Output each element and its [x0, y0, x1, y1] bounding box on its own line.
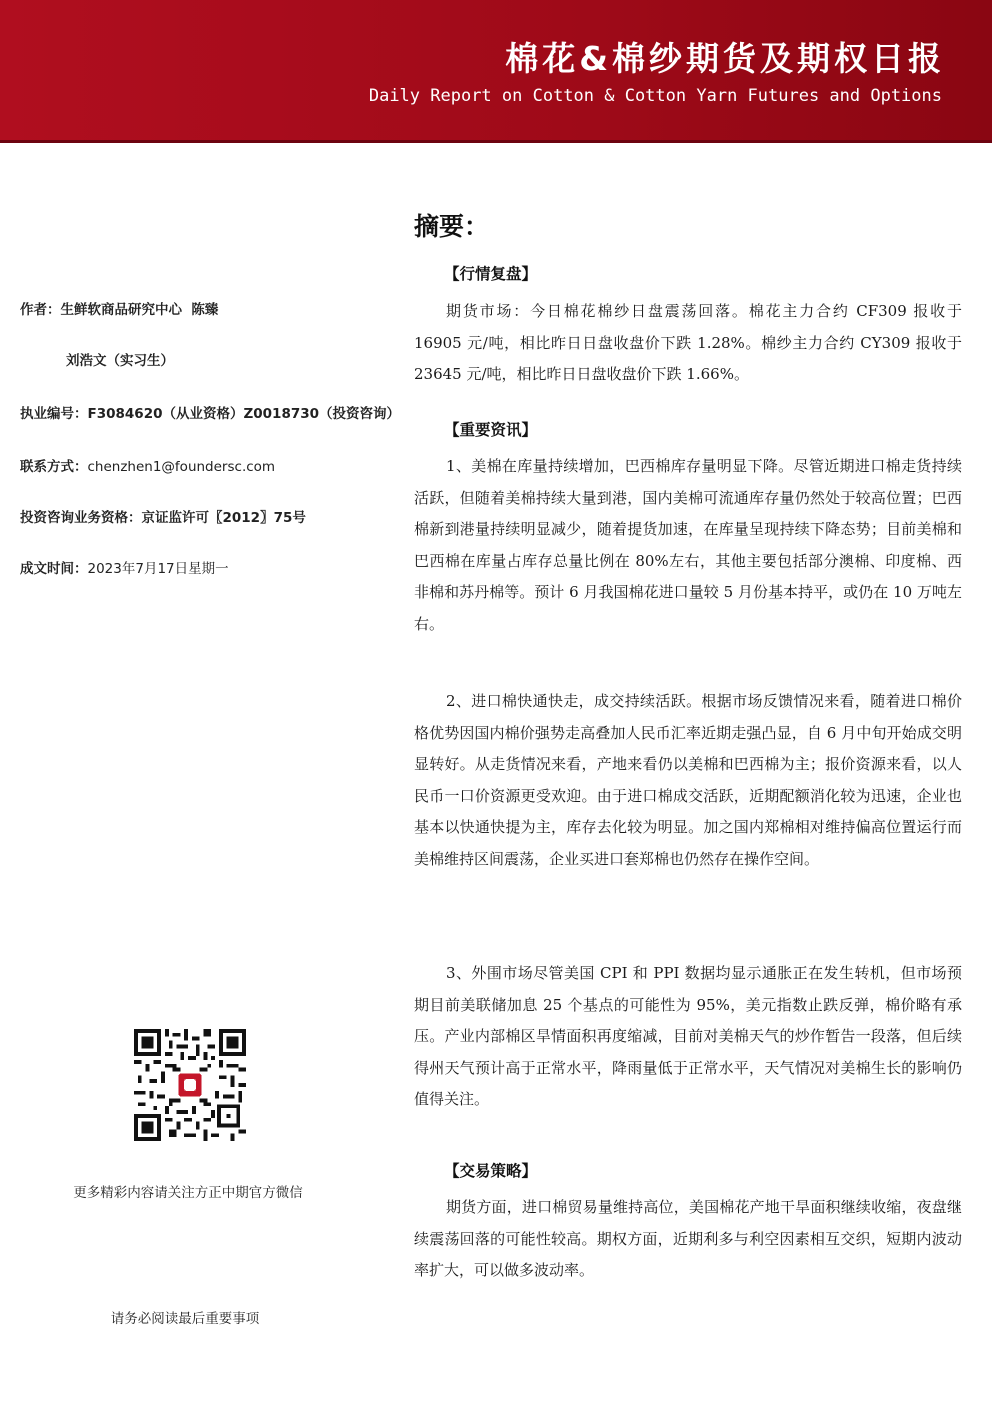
- summary-title: 摘要：: [414, 212, 490, 241]
- contact-label: 联系方式：: [20, 459, 88, 475]
- author2-line: 刘浩文（实习生）: [66, 353, 174, 369]
- wechat-qr-code[interactable]: [134, 1029, 246, 1141]
- qualification-value: 京证监许可〖2012〗75号: [141, 510, 306, 526]
- market-review-heading: 【行情复盘】: [444, 265, 538, 283]
- news-paragraph-2: 2、进口棉快通快走，成交持续活跃。根据市场反馈情况来看，随着进口棉价格优势因国内棉价强势走高叠加人民币汇率近期走强凸显，自 6 月中旬开始成交明显转好。从走货情况来看，产地来看仍以美棉和巴西棉为主；报价资源来看，以人民币一口价资源更受欢迎。由于进口棉成交活跃，近期配额消化较为迅速，企业也基本以快通快提为主，库存去化较为明显。加之国内郑棉相对维持偏高位置运行而美棉维持区间震荡，企业买进口套郑棉也仍然存在操作空间。: [414, 692, 962, 868]
- qualification-line: [20, 506, 306, 526]
- qr-caption: 更多精彩内容请关注方正中期官方微信: [73, 1185, 303, 1201]
- report-title: 棉花&棉纱期货及期权日报: [505, 39, 945, 78]
- date-line: [20, 557, 229, 577]
- strategy-heading: 【交易策略】: [444, 1162, 538, 1180]
- news-heading: 【重要资讯】: [444, 421, 538, 439]
- contact-line: [20, 455, 275, 475]
- header-divider: [0, 140, 992, 143]
- news-paragraph-3: 3、外围市场尽管美国 CPI 和 PPI 数据均显示通胀正在发生转机，但市场预期目前美联储加息 25 个基点的可能性为 95%，美元指数止跌反弹，棉价略有承压。产业内部棉区旱情面积再度缩减，目前对美棉天气的炒作暂告一段落，但后续得州天气预计高于正常水平，降雨量低于正常水平，天气情况对美棉生长的影响仍值得关注。: [414, 964, 962, 1108]
- date-label: 成文时间：: [20, 561, 88, 577]
- news-paragraph-1: 1、美棉在库量持续增加，巴西棉库存量明显下降。尽管近期进口棉走货持续活跃，但随着美棉持续大量到港，国内美棉可流通库存量仍然处于较高位置；巴西棉新到港量持续明显减少，随着提货加速，在库量呈现持续下降态势；目前美棉和巴西棉在库量占库存总量比例在 80%左右，其他主要包括部分澳棉、印度棉、西非棉和苏丹棉等。预计 6 月我国棉花进口量较 5 月份基本持平，或仍在 10 万吨左右。: [414, 457, 962, 633]
- qualification-label: 投资咨询业务资格：: [20, 510, 142, 526]
- report-subtitle: Daily Report on Cotton & Cotton Yarn Futures and Options: [368, 86, 942, 106]
- author-value: 生鲜软商品研究中心 陈臻: [60, 302, 219, 318]
- disclaimer-note: 请务必阅读最后重要事项: [110, 1311, 260, 1327]
- license-line: [20, 402, 400, 422]
- date-value: 2023年7月17日星期一: [87, 561, 229, 577]
- author-line: [20, 298, 218, 318]
- contact-email[interactable]: chenzhen1@foundersc.com: [87, 459, 276, 475]
- market-review-text: 期货市场：今日棉花棉纱日盘震荡回落。棉花主力合约 CF309 报收于 16905 元/吨，相比昨日日盘收盘价下跌 1.28%。棉纱主力合约 CY309 报收于 23645 元/吨，相比昨日日盘收盘价下跌 1.66%。: [414, 302, 962, 383]
- license-label: 执业编号：: [20, 406, 88, 422]
- strategy-text: 期货方面，进口棉贸易量维持高位，美国棉花产地干旱面积继续收缩，夜盘继续震荡回落的可能性较高。期权方面，近期利多与利空因素相互交织，短期内波动率扩大，可以做多波动率。: [414, 1198, 962, 1279]
- author-label: 作者：: [20, 302, 61, 318]
- license-value: F3084620（从业资格）Z0018730（投资咨询）: [87, 406, 401, 422]
